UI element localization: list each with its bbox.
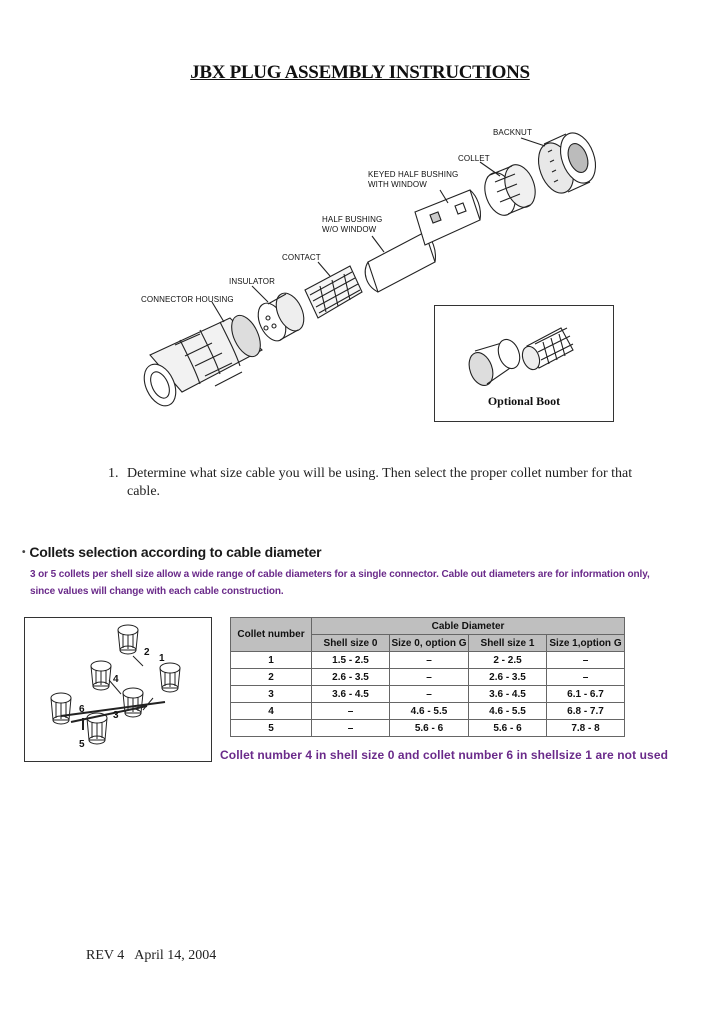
insulator-drawing [253, 289, 310, 345]
table-row [231, 720, 625, 737]
label-insulator: INSULATOR [229, 277, 275, 286]
collet-table [230, 617, 625, 737]
optional-boot-panel [434, 305, 614, 422]
table-cell: 1.5 - 2.5 [312, 652, 390, 669]
page-title: JBX PLUG ASSEMBLY INSTRUCTIONS [190, 62, 530, 83]
label-connector-housing: CONNECTOR HOUSING [141, 295, 234, 304]
collet-number-6: 6 [79, 704, 85, 715]
subheader-size-0-option-g: Size 0, option G [390, 635, 469, 652]
label-half-bushing-1: HALF BUSHING [322, 215, 383, 224]
table-row [231, 686, 625, 703]
collet-number-1: 1 [159, 653, 165, 664]
table-cell: 2 - 2.5 [469, 652, 547, 669]
revision: REV 4 [86, 948, 125, 963]
optional-boot-drawing [435, 306, 613, 391]
table-cell: 5.6 - 6 [469, 720, 547, 737]
bullet-icon: • [22, 547, 26, 558]
keyed-bushing-drawing [415, 190, 480, 245]
table-cell: 1 [231, 652, 312, 669]
table-cell: – [312, 720, 390, 737]
table-cell: 4 [231, 703, 312, 720]
header-cable-diameter: Cable Diameter [312, 618, 625, 635]
subheader-shell-size-0: Shell size 0 [312, 635, 390, 652]
table-cell: 3 [231, 686, 312, 703]
table-cell: 3.6 - 4.5 [312, 686, 390, 703]
table-cell: 2.6 - 3.5 [469, 669, 547, 686]
table-row [231, 652, 625, 669]
label-backnut: BACKNUT [493, 128, 532, 137]
collet-shape-3 [123, 688, 143, 717]
label-collet: COLLET [458, 154, 490, 163]
label-keyed-bushing-2: WITH WINDOW [368, 180, 427, 189]
table-row [231, 703, 625, 720]
subheader-shell-size-1: Shell size 1 [469, 635, 547, 652]
section-intro: 3 or 5 collets per shell size allow a wide range of cable diameters for a single connector. Cable out diameters are for information only, since values will change with each cable construction. [30, 569, 650, 597]
collet-shape-2 [118, 625, 138, 654]
connector-housing-drawing [138, 311, 266, 411]
label-half-bushing-2: W/O WINDOW [322, 225, 377, 234]
table-cell: 2.6 - 3.5 [312, 669, 390, 686]
collet-shape-1 [160, 663, 180, 692]
table-cell: 2 [231, 669, 312, 686]
table-cell: – [547, 652, 625, 669]
label-keyed-bushing-1: KEYED HALF BUSHING [368, 170, 459, 179]
subheader-size-1-option-g: Size 1,option G [547, 635, 625, 652]
table-cell: – [390, 652, 469, 669]
header-collet-number: Collet number [231, 618, 312, 652]
table-row [231, 669, 625, 686]
backnut-drawing [532, 128, 602, 198]
section-heading-text: Collets selection according to cable diameter [29, 544, 322, 560]
step-number: 1. [108, 466, 119, 481]
table-cell: 6.1 - 6.7 [547, 686, 625, 703]
optional-boot-caption: Optional Boot [487, 394, 561, 408]
section-heading [22, 544, 321, 560]
unused-collet-note: Collet number 4 in shell size 0 and collet number 6 in shellsize 1 are not used [220, 748, 669, 762]
footer [86, 948, 216, 964]
revision-date: April 14, 2004 [134, 948, 217, 963]
table-cell: 3.6 - 4.5 [469, 686, 547, 703]
collet-number-2: 2 [144, 647, 150, 658]
table-cell: 5.6 - 6 [390, 720, 469, 737]
contact-drawing [305, 266, 362, 318]
table-cell: – [390, 686, 469, 703]
collet-number-4: 4 [113, 674, 119, 685]
collet-number-3: 3 [113, 710, 119, 721]
collet-shape-4 [91, 661, 111, 690]
table-cell: 4.6 - 5.5 [390, 703, 469, 720]
table-cell: 6.8 - 7.7 [547, 703, 625, 720]
collet-illustration-panel [24, 617, 212, 762]
table-cell: 5 [231, 720, 312, 737]
table-cell: – [390, 669, 469, 686]
collet-shape-6 [51, 693, 71, 724]
table-cell: 4.6 - 5.5 [469, 703, 547, 720]
table-cell: 7.8 - 8 [547, 720, 625, 737]
table-cell: – [547, 669, 625, 686]
collet-number-5: 5 [79, 739, 85, 750]
step-text: Determine what size cable you will be using. Then select the proper collet number for that cable. [127, 466, 633, 499]
table-cell: – [312, 703, 390, 720]
collet-drawing [479, 161, 540, 220]
collet-illustration [25, 618, 211, 761]
label-contact: CONTACT [282, 253, 321, 262]
